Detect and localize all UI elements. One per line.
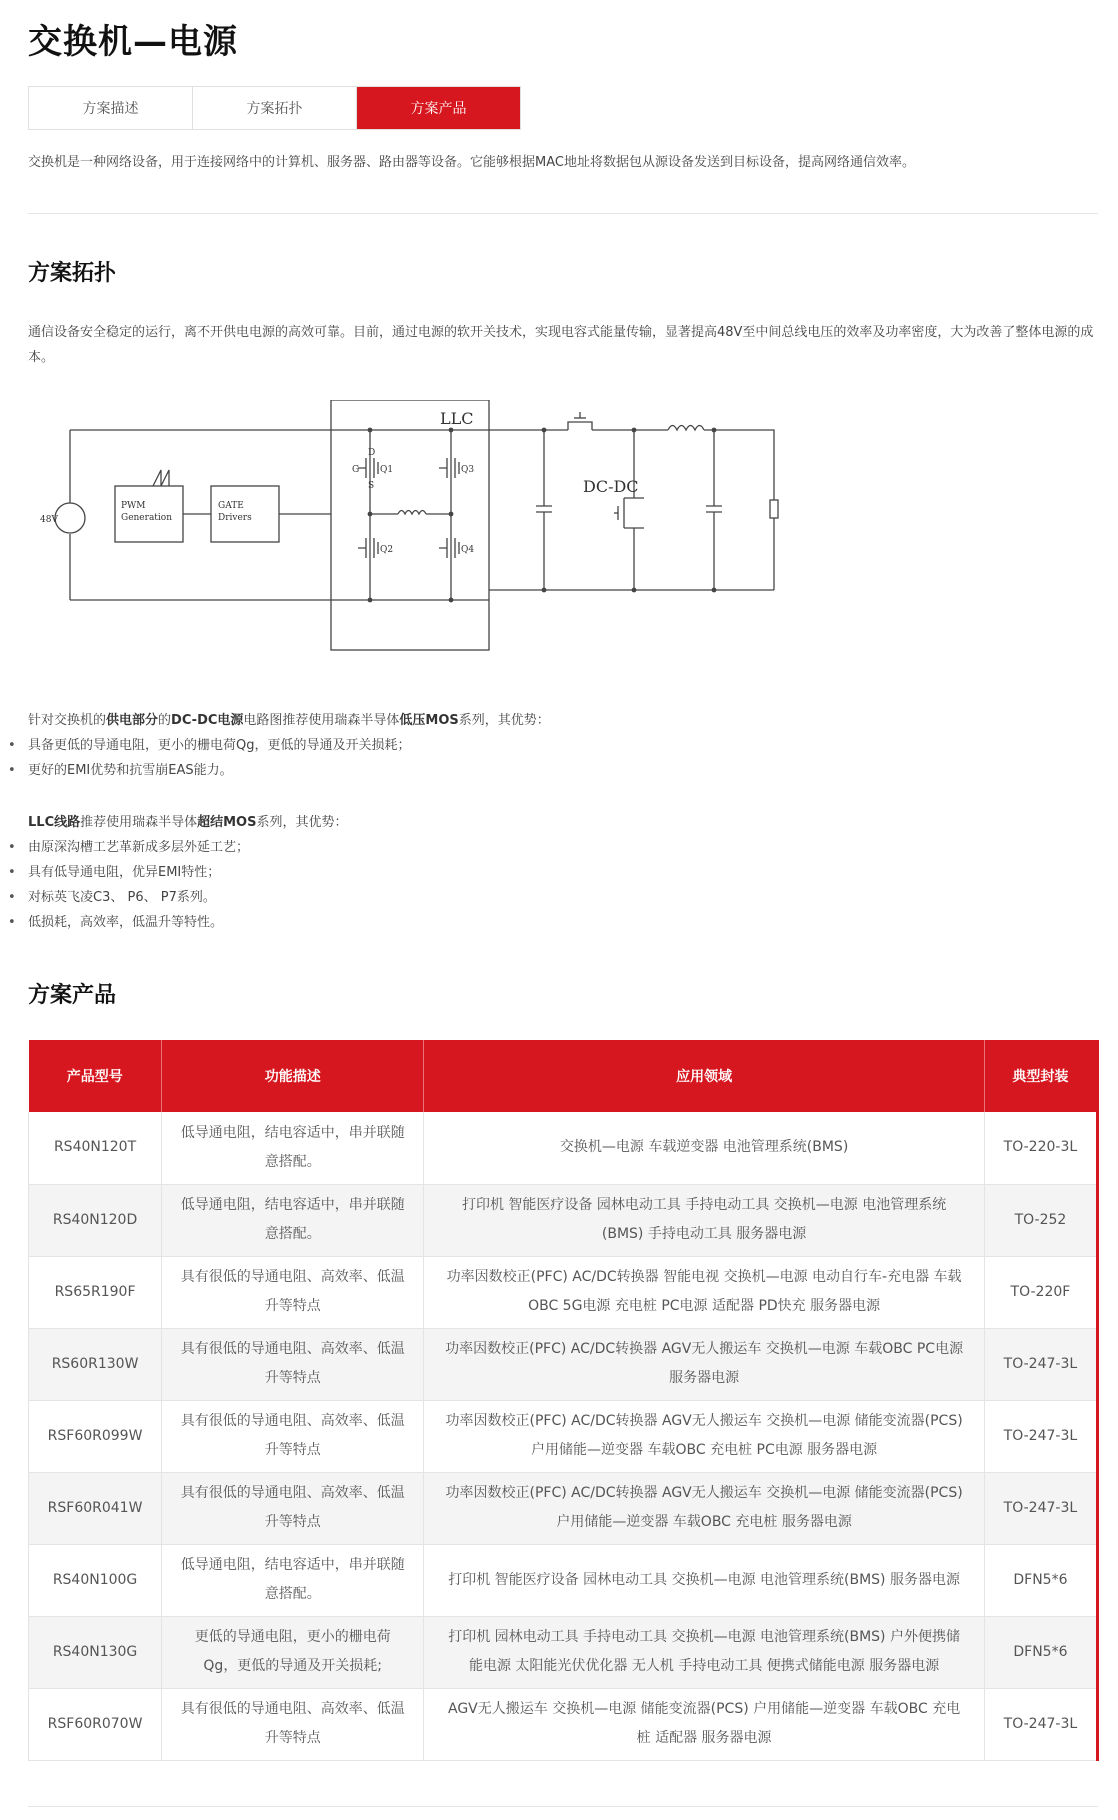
cell-description: 具有很低的导通电阻、高效率、低温升等特点 [162,1400,424,1472]
cell-model[interactable]: RS65R190F [29,1256,162,1328]
cell-description: 低导通电阻，结电容适中，串并联随意搭配。 [162,1544,424,1616]
q2-label: Q2 [380,545,394,555]
column-header-package: 典型封装 [984,1040,1097,1112]
cell-applications: 功率因数校正(PFC) AC/DC转换器 AGV无人搬运车 交换机—电源 储能变流器(PCS) 户用储能—逆变器 车载OBC 充电桩 PC电源 服务器电源 [424,1400,985,1472]
cell-applications: 功率因数校正(PFC) AC/DC转换器 AGV无人搬运车 交换机—电源 车载OBC PC电源 服务器电源 [424,1328,985,1400]
table-row [29,1256,1098,1328]
table-row [29,1400,1098,1472]
list-item: • 更好的EMI优势和抗雪崩EAS能力。 [28,758,1088,783]
gate-label-2: Drivers [218,513,252,523]
column-header-applications: 应用领域 [424,1040,985,1112]
list-item: • 低损耗，高效率，低温升等特性。 [28,910,1088,935]
table-row [29,1616,1098,1688]
cell-package: TO-247-3L [984,1688,1097,1760]
bottom-divider [28,1806,1098,1807]
cell-model[interactable]: RS60R130W [29,1328,162,1400]
cell-package: TO-220-3L [984,1112,1097,1184]
cell-applications: AGV无人搬运车 交换机—电源 储能变流器(PCS) 户用储能—逆变器 车载OBC 充电桩 适配器 服务器电源 [424,1688,985,1760]
cell-applications: 打印机 智能医疗设备 园林电动工具 手持电动工具 交换机—电源 电池管理系统(BMS) 手持电动工具 服务器电源 [424,1184,985,1256]
list-item: • 对标英飞凌C3、 P6、 P7系列。 [28,885,1088,910]
cell-description: 具有很低的导通电阻、高效率、低温升等特点 [162,1328,424,1400]
list-item: • 具有低导通电阻，优异EMI特性； [28,860,1088,885]
cell-package: DFN5*6 [984,1544,1097,1616]
circuit-diagram [28,400,848,680]
cell-applications: 交换机—电源 车载逆变器 电池管理系统(BMS) [424,1112,985,1184]
pin-d-label: D [368,448,376,458]
cell-description: 具有很低的导通电阻、高效率、低温升等特点 [162,1256,424,1328]
cell-description: 低导通电阻，结电容适中，串并联随意搭配。 [162,1184,424,1256]
divider [28,213,1098,214]
table-header-row [29,1040,1098,1112]
tab-description[interactable]: 方案描述 [29,87,193,129]
table-row [29,1472,1098,1544]
note2-list [28,835,1088,935]
llc-label: LLC [440,409,474,428]
cell-package: TO-247-3L [984,1328,1097,1400]
table-row [29,1328,1098,1400]
table-row [29,1184,1098,1256]
cell-model[interactable]: RS40N100G [29,1544,162,1616]
note2-lead: LLC线路推荐使用瑞森半导体超结MOS系列，其优势： [28,815,348,830]
cell-model[interactable]: RS40N120T [29,1112,162,1184]
cell-applications: 功率因数校正(PFC) AC/DC转换器 智能电视 交换机—电源 电动自行车-充电器 车载OBC 5G电源 充电桩 PC电源 适配器 PD快充 服务器电源 [424,1256,985,1328]
column-header-model: 产品型号 [29,1040,162,1112]
cell-package: TO-252 [984,1184,1097,1256]
intro-text: 交换机是一种网络设备，用于连接网络中的计算机、服务器、路由器等设备。它能够根据MAC地址将数据包从源设备发送到目标设备，提高网络通信效率。 [28,155,915,170]
cell-package: TO-247-3L [984,1472,1097,1544]
note1-list [28,733,1088,783]
cell-package: TO-247-3L [984,1400,1097,1472]
cell-applications: 功率因数校正(PFC) AC/DC转换器 AGV无人搬运车 交换机—电源 储能变流器(PCS) 户用储能—逆变器 车载OBC 充电桩 服务器电源 [424,1472,985,1544]
cell-model[interactable]: RSF60R099W [29,1400,162,1472]
cell-description: 具有很低的导通电阻、高效率、低温升等特点 [162,1472,424,1544]
table-row [29,1112,1098,1184]
cell-package: DFN5*6 [984,1616,1097,1688]
q1-label: Q1 [380,465,394,475]
column-header-description: 功能描述 [162,1040,424,1112]
pwm-label-1: PWM [121,501,146,511]
topology-text: 通信设备安全稳定的运行，离不开供电电源的高效可靠。目前，通过电源的软开关技术，实现电容式能量传输，显著提高48V至中间总线电压的效率及功率密度，大为改善了整体电源的成本。 [28,325,1094,365]
advantages-notes [28,708,1088,935]
list-item: • 由原深沟槽工艺革新成多层外延工艺； [28,835,1088,860]
note1-lead: 针对交换机的供电部分的DC-DC电源电路图推荐使用瑞森半导体低压MOS系列，其优势： [28,713,550,728]
table-row [29,1688,1098,1760]
tab-topology[interactable]: 方案拓扑 [193,87,357,129]
dcdc-label: DC-DC [583,477,639,496]
cell-applications: 打印机 智能医疗设备 园林电动工具 交换机—电源 电池管理系统(BMS) 服务器电源 [424,1544,985,1616]
pwm-label-2: Generation [121,513,173,523]
q3-label: Q3 [461,465,475,475]
gate-label-1: GATE [218,501,244,511]
source-label: 48V [40,515,58,525]
pin-g-label: G [352,465,360,475]
cell-model[interactable]: RS40N120D [29,1184,162,1256]
topology-heading: 方案拓扑 [28,261,117,286]
cell-applications: 打印机 园林电动工具 手持电动工具 交换机—电源 电池管理系统(BMS) 户外便携储能电源 太阳能光伏优化器 无人机 手持电动工具 便携式储能电源 服务器电源 [424,1616,985,1688]
list-item: • 具备更低的导通电阻，更小的栅电荷Qg，更低的导通及开关损耗； [28,733,1088,758]
tab-bar [28,86,521,130]
cell-model[interactable]: RSF60R070W [29,1688,162,1760]
product-table [28,1040,1099,1761]
tab-products[interactable]: 方案产品 [357,87,520,129]
cell-description: 低导通电阻，结电容适中，串并联随意搭配。 [162,1112,424,1184]
page-title: 交换机—电源 [28,22,238,62]
products-heading: 方案产品 [28,983,117,1008]
table-row [29,1544,1098,1616]
cell-description: 具有很低的导通电阻、高效率、低温升等特点 [162,1688,424,1760]
cell-model[interactable]: RS40N130G [29,1616,162,1688]
cell-model[interactable]: RSF60R041W [29,1472,162,1544]
cell-package: TO-220F [984,1256,1097,1328]
cell-description: 更低的导通电阻，更小的栅电荷Qg，更低的导通及开关损耗; [162,1616,424,1688]
pin-s-label: S [368,481,375,491]
q4-label: Q4 [461,545,475,555]
